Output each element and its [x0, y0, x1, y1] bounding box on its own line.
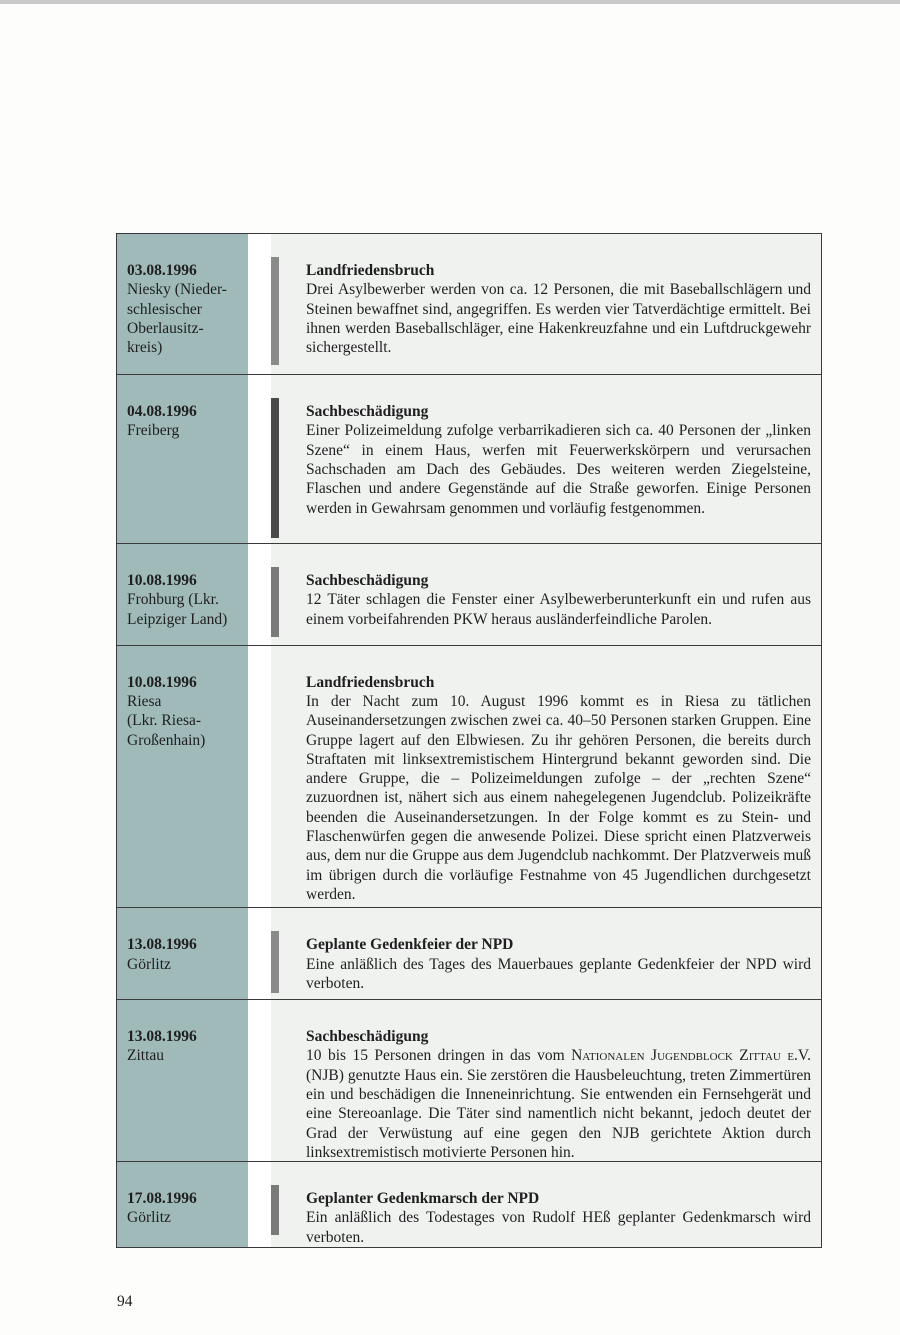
entry-text: Ein anläßlich des Todestages von Rudolf HEß geplanter Gedenkmarsch wird verboten.	[306, 1209, 811, 1246]
entry-title: Sachbeschädigung	[306, 403, 429, 421]
entry-place: Zittau	[127, 1047, 165, 1065]
entry-place: Görlitz	[127, 955, 171, 973]
entry-date: 04.08.1996	[127, 403, 197, 421]
date-place-cell	[117, 375, 248, 543]
entry-title: Sachbeschädigung	[306, 1028, 429, 1046]
description-cell	[271, 1162, 821, 1247]
entry-title: Landfriedensbruch	[306, 673, 435, 691]
entry-place: Frohburg (Lkr. Leipziger Land)	[127, 591, 228, 628]
entry-date: 10.08.1996	[127, 673, 197, 691]
organization-name: Nationalen Jugendblock Zittau e.V.	[571, 1047, 811, 1065]
entry-date: 10.08.1996	[127, 571, 197, 589]
description-cell	[271, 908, 821, 999]
description-cell	[271, 544, 821, 645]
entry-place: Freiberg	[127, 422, 180, 440]
date-place-cell	[117, 234, 248, 374]
column-gutter	[248, 544, 271, 645]
chronicle-table	[116, 233, 822, 1248]
entry-date: 13.08.1996	[127, 1028, 197, 1046]
entry-place: Niesky (Nieder- schlesischer Oberlausitz- kreis)	[127, 281, 227, 357]
entry-text: Drei Asylbewerber werden von ca. 12 Personen, die mit Baseballschlägern und Steinen bewaffnet sind, angegriffen. Es werden vier Tatverdächtige ermittelt. Bei ihnen werden Baseballschläger, eine Hakenkreuzfahne und ein Luftdruckgewehr sichergestellt.	[306, 281, 811, 357]
description-cell	[271, 646, 821, 908]
entry-text: Eine anläßlich des Tages des Mauerbaues geplante Gedenkfeier der NPD wird verboten.	[306, 955, 811, 992]
entry-text-part: (NJB) genutzte Haus ein. Sie zerstören die Hausbeleuchtung, treten Zimmertüren ein und beschädigen die Inneneinrichtung. Sie entwenden ein Fernsehgerät und eine Stereoanlage. Die Täter sind namentlich nicht bekannt, jedoch deutet der Grad der Verwüstung auf eine gegen den NJB gerichtete Aktion durch linksextremistisch motivierte Personen hin.	[306, 1066, 811, 1161]
entry-text: Einer Polizeimeldung zufolge verbarrikadieren sich ca. 40 Personen der „linken Szene“ in einem Haus, werfen mit Feuerwerkskörpern und verursachen Sachschaden am Dach des Gebäudes. Des weiteren werden Ziegelsteine, Flaschen und andere Gegenstände auf die Straße geworfen. Einige Personen werden in Gewahrsam genommen und vorläufig festgenommen.	[306, 422, 811, 517]
chronicle-entry	[117, 1161, 821, 1247]
marker-bar	[271, 669, 279, 671]
entry-text: In der Nacht zum 10. August 1996 kommt es in Riesa zu tätlichen Auseinandersetzungen zwischen zwei ca. 40–50 Personen starken Gruppen. Eine Gruppe lagert auf den Elbwiesen. Zu ihr gehören Personen, die bereits durch Straftaten mit linksextremistischem Hintergrund bekannt geworden sind. Die andere Gruppe, die – Polizeimeldungen zufolge – der „rechten Szene“ zuzuordnen ist, nähert sich aus einem nahegelegenen Jugendclub. Polizeikräfte beenden die Auseinandersetzungen. In der Folge kommt es zu Stein- und Flaschenwürfen gegen die anwesende Polizei. Diese spricht einen Platzverweis aus, dem nur die Gruppe aus dem Jugendclub nachkommt. Der Platzverweis muß im übrigen durch die vorläufige Festnahme von 45 Jugendlichen durchgesetzt werden.	[306, 692, 811, 903]
entry-text-part: 10 bis 15 Personen dringen in das vom	[306, 1047, 572, 1065]
chronicle-entry	[117, 543, 821, 645]
entry-title: Sachbeschädigung	[306, 571, 429, 589]
description-cell	[271, 234, 821, 374]
column-gutter	[248, 375, 271, 543]
description-cell	[271, 1000, 821, 1161]
entry-title: Landfriedensbruch	[306, 262, 435, 279]
entry-text: 12 Täter schlagen die Fenster einer Asylbewerberunterkunft ein und rufen aus einem vorbeifahrenden PKW heraus ausländerfeindliche Parolen.	[306, 591, 811, 628]
top-rule	[0, 0, 900, 4]
marker-bar	[271, 931, 279, 993]
date-place-cell	[117, 544, 248, 645]
entry-title: Geplante Gedenkfeier der NPD	[306, 936, 514, 954]
date-place-cell	[117, 646, 248, 908]
column-gutter	[248, 234, 271, 374]
entry-text	[306, 1046, 811, 1162]
page-number: 94	[117, 1293, 133, 1310]
entry-place: Görlitz	[127, 1209, 171, 1227]
chronicle-entry	[117, 999, 821, 1161]
chronicle-entry	[117, 374, 821, 543]
entry-date: 13.08.1996	[127, 936, 197, 954]
chronicle-entry	[117, 645, 821, 908]
entry-title: Geplanter Gedenkmarsch der NPD	[306, 1190, 540, 1208]
column-gutter	[248, 1000, 271, 1161]
entry-place: Riesa (Lkr. Riesa- Großenhain)	[127, 692, 206, 749]
column-gutter	[248, 1162, 271, 1247]
chronicle-entry	[117, 907, 821, 999]
date-place-cell	[117, 908, 248, 999]
marker-bar	[271, 257, 279, 365]
chronicle-entry	[117, 234, 821, 374]
marker-bar	[271, 1185, 279, 1235]
description-cell	[271, 375, 821, 543]
entry-date: 03.08.1996	[127, 262, 197, 279]
marker-bar	[271, 567, 279, 637]
marker-bar	[271, 1023, 279, 1025]
marker-bar	[271, 398, 279, 538]
column-gutter	[248, 908, 271, 999]
date-place-cell	[117, 1000, 248, 1161]
entry-date: 17.08.1996	[127, 1190, 197, 1208]
column-gutter	[248, 646, 271, 908]
date-place-cell	[117, 1162, 248, 1247]
